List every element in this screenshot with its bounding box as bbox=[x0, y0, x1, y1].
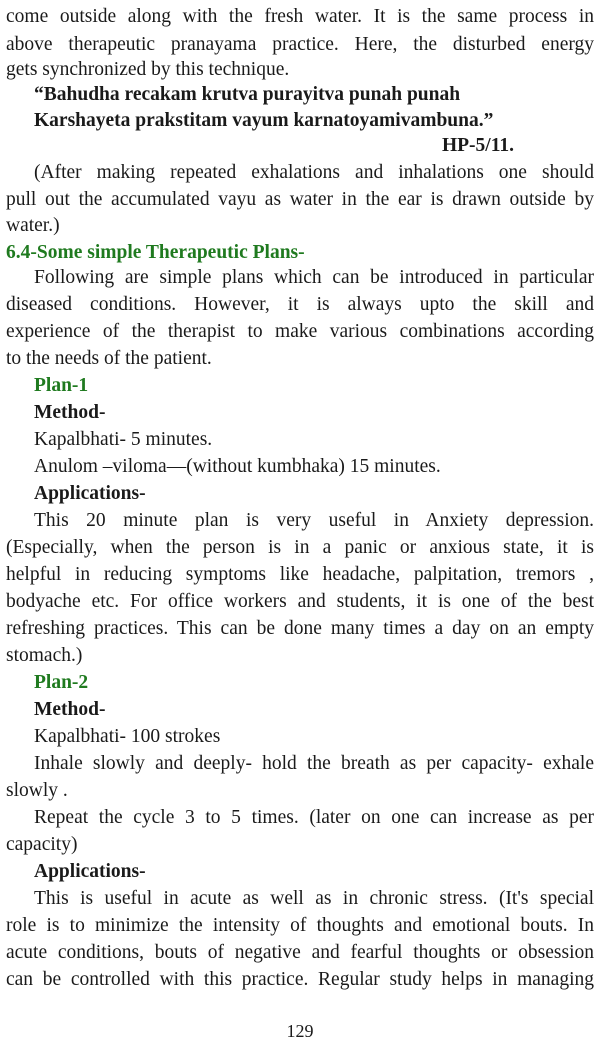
body-line: pull out the accumulated vayu as water in the ear is drawn outside by bbox=[6, 189, 594, 210]
body-line: This 20 minute plan is very useful in Anxiety depression. bbox=[34, 510, 594, 531]
body-line: acute conditions, bouts of negative and fearful thoughts or obsession bbox=[6, 942, 594, 963]
body-line: Anulom –viloma—(without kumbhaka) 15 minutes. bbox=[34, 456, 441, 477]
body-line: role is to minimize the intensity of thoughts and emotional bouts. In bbox=[6, 915, 594, 936]
body-line: slowly . bbox=[6, 780, 68, 801]
body-line: water.) bbox=[6, 215, 60, 236]
body-line: capacity) bbox=[6, 834, 78, 855]
body-line: (After making repeated exhalations and inhalations one should bbox=[34, 162, 594, 183]
sanskrit-verse-line: Karshayeta prakstitam vayum karnatoyamivambuna.” bbox=[34, 110, 494, 131]
body-line: Following are simple plans which can be introduced in particular bbox=[34, 267, 594, 288]
sanskrit-verse-line: “Bahudha recakam krutva purayitva punah punah bbox=[34, 84, 461, 105]
subheading: Method- bbox=[34, 699, 106, 720]
verse-reference: HP-5/11. bbox=[441, 135, 514, 156]
body-line: come outside along with the fresh water. It is the same process in bbox=[6, 6, 594, 27]
body-line: (Especially, when the person is in a panic or anxious state, it is bbox=[6, 537, 594, 558]
body-line: stomach.) bbox=[6, 645, 83, 666]
body-line: diseased conditions. However, it is always upto the skill and bbox=[6, 294, 594, 315]
body-line: gets synchronized by this technique. bbox=[6, 59, 290, 80]
body-line: refreshing practices. This can be done many times a day on an empty bbox=[6, 618, 594, 639]
plan-heading: Plan-1 bbox=[34, 375, 89, 396]
body-line: Kapalbhati- 5 minutes. bbox=[34, 429, 213, 450]
body-line: Repeat the cycle 3 to 5 times. (later on one can increase as per bbox=[34, 807, 594, 828]
subheading: Applications- bbox=[34, 483, 146, 504]
body-line: This is useful in acute as well as in chronic stress. (It's special bbox=[34, 888, 594, 909]
body-line: to the needs of the patient. bbox=[6, 348, 212, 369]
body-line: helpful in reducing symptoms like headache, palpitation, tremors , bbox=[6, 564, 594, 585]
body-line: can be controlled with this practice. Regular study helps in managing bbox=[6, 969, 594, 990]
body-line: bodyache etc. For office workers and students, it is one of the best bbox=[6, 591, 594, 612]
subheading: Method- bbox=[34, 402, 106, 423]
body-line: above therapeutic pranayama practice. Here, the disturbed energy bbox=[6, 34, 594, 55]
body-line: Kapalbhati- 100 strokes bbox=[34, 726, 221, 747]
body-line: Inhale slowly and deeply- hold the breath as per capacity- exhale bbox=[34, 753, 594, 774]
page-number: 129 bbox=[286, 1021, 314, 1041]
plan-heading: Plan-2 bbox=[34, 672, 89, 693]
subheading: Applications- bbox=[34, 861, 146, 882]
section-heading: 6.4-Some simple Therapeutic Plans- bbox=[6, 242, 305, 263]
body-line: experience of the therapist to make various combinations according bbox=[6, 321, 594, 342]
